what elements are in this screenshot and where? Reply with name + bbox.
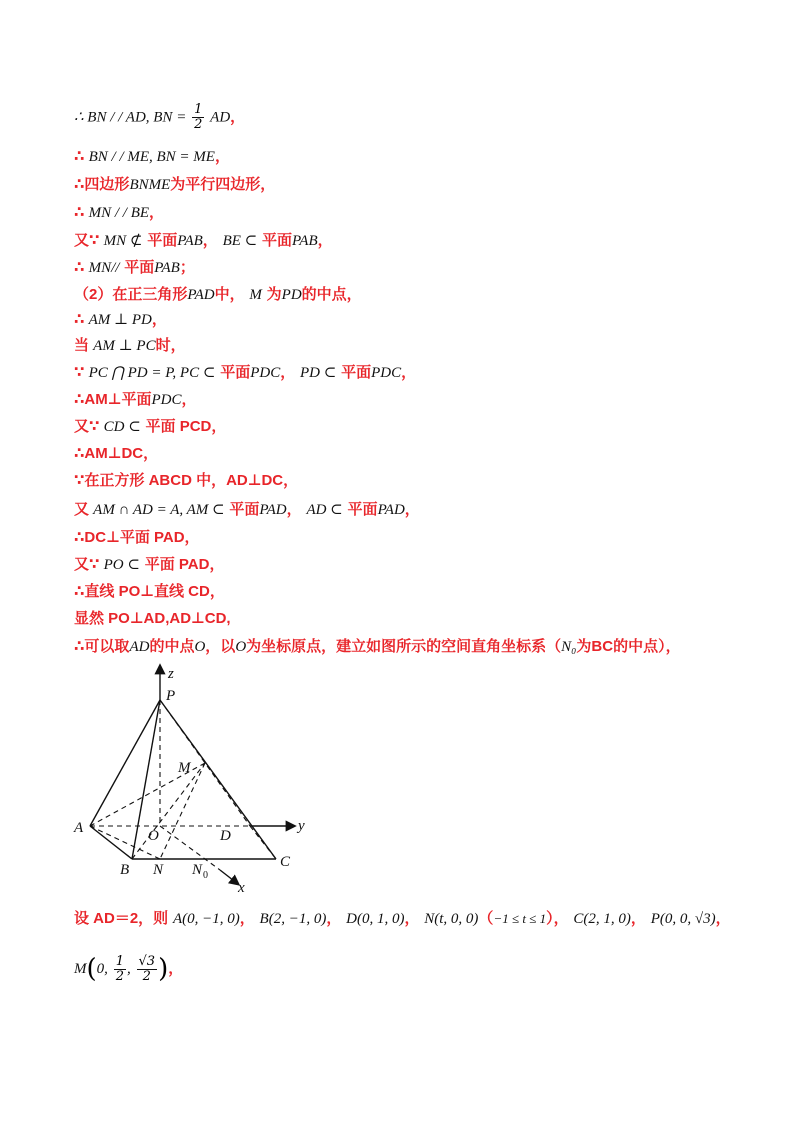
t-range: −1 ≤ t ≤ 1 — [493, 911, 547, 926]
coordinates-line: 设 AD＝2，则 A(0, −1, 0)， B(2, −1, 0)， D(0, 1, 0)， N(t, 0, 0)（−1 ≤ t ≤ 1）， C(2, 1, 0)， P(0, 0, √3)， — [74, 910, 731, 927]
coord-C: C(2, 1, 0) — [573, 911, 631, 927]
label-O: O — [148, 828, 159, 844]
fraction: $\frac{1}{2}$ — [194, 102, 203, 132]
edge-BM — [132, 763, 205, 859]
label-N0-subscript: 0 — [203, 870, 208, 881]
fraction-sqrt3-half: $\frac{√3}{2}$ — [138, 953, 156, 984]
proof-line-17: 又∵ PO ⊂ 平面 PAD， — [74, 556, 225, 573]
proof-line-19: 显然 PO⊥AD,AD⊥CD, — [74, 610, 231, 627]
fraction-half: $\frac{1}{2}$ — [115, 953, 124, 984]
label-A: A — [74, 820, 84, 836]
formula: ∴ BN / / AD, BN = — [74, 109, 187, 126]
edge-MN — [160, 763, 205, 859]
label-C: C — [280, 854, 291, 870]
label-N: N — [153, 862, 164, 878]
proof-line-10: ∵ PC ⋂ PD = P, PC ⊂ 平面PDC， PD ⊂ 平面PDC， — [74, 364, 417, 381]
proof-line-5: 又∵ MN ⊄ 平面PAB， BE ⊂ 平面PAB， — [74, 232, 333, 249]
proof-line-13: ∴AM⊥DC， — [74, 445, 159, 462]
proof-line-12: 又∵ CD ⊂ 平面 PCD， — [74, 418, 227, 435]
proof-line-3: ∴四边形BNME为平行四边形， — [74, 176, 276, 193]
label-D: D — [220, 828, 231, 844]
proof-line-4: ∴ MN / / BE， — [74, 204, 165, 221]
proof-line-8: ∴ AM ⊥ PD， — [74, 311, 167, 328]
label-M: M — [178, 760, 191, 776]
label-z: z — [168, 666, 174, 682]
pyramid-figure — [60, 660, 320, 900]
label-P: P — [166, 688, 176, 704]
proof-line-2: ∴ BN / / ME, BN = ME， — [74, 148, 230, 165]
proof-line-1: ∴ BN / / AD, BN = $\frac{1}{2}$ AD， — [74, 102, 246, 132]
segment-ON0 — [160, 826, 220, 870]
proof-line-7: （2）在正三角形PAD中， M 为PD的中点， — [74, 286, 362, 303]
proof-line-11: ∴AM⊥平面PDC， — [74, 391, 197, 408]
coord-N: N(t, 0, 0) — [424, 911, 479, 927]
proof-line-14: ∵在正方形 ABCD 中，AD⊥DC， — [74, 472, 299, 489]
coordinate-M-line: M(0, $\frac{1}{2}$ , $\frac{√3}{2}$ )， — [74, 953, 184, 984]
proof-line-20: ∴可以取AD的中点O，以O为坐标原点，建立如图所示的空间直角坐标系（N₀为BC的中点）， — [74, 638, 681, 655]
coord-B: B(2, −1, 0) — [259, 911, 327, 927]
proof-line-18: ∴直线 PO⊥直线 CD， — [74, 583, 225, 600]
coord-A: A(0, −1, 0) — [172, 911, 240, 927]
label-B: B — [120, 862, 130, 878]
proof-line-16: ∴DC⊥平面 PAD， — [74, 529, 200, 546]
formula: AD — [210, 109, 231, 126]
coord-D: D(0, 1, 0) — [346, 911, 405, 927]
label-y: y — [298, 818, 305, 834]
proof-line-9: 当 AM ⊥ PC时， — [74, 337, 186, 354]
coord-P: P(0, 0, √3) — [650, 911, 716, 927]
x-axis — [220, 870, 238, 884]
label-x: x — [238, 880, 245, 896]
label-N0: N — [192, 862, 203, 878]
proof-line-6: ∴ MN// 平面PAB； — [74, 259, 195, 276]
proof-line-15: 又 AM ∩ AD = A, AM ⊂ 平面PAD， AD ⊂ 平面PAD， — [74, 501, 420, 518]
